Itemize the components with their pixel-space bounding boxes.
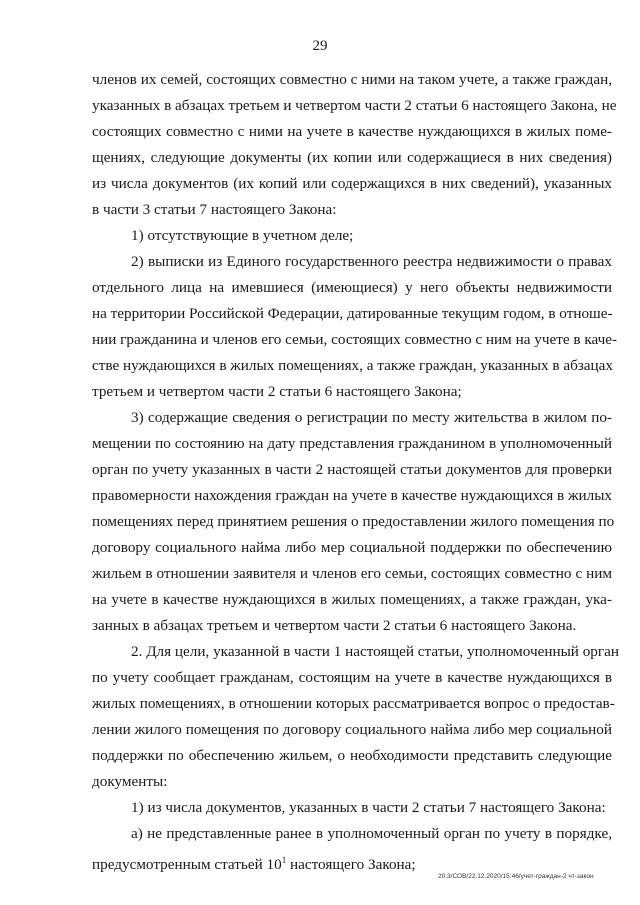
text-line: помещениях перед принятием решения о предоставлении жилого помещения по (92, 513, 615, 530)
text-segment: предусмотренным статьей 10 (92, 856, 282, 873)
text-line (92, 850, 612, 875)
text-line: лении жилого помещения по договору социального найма либо мер социальной (92, 721, 612, 738)
text-line: орган по учету указанных в части 2 настоящей статьи документов для проверки (92, 461, 612, 478)
text-line: 3) содержащие сведения о регистрации по месту жительства в жилом по- (131, 409, 612, 426)
text-line: членов их семей, состоящих совместно с ними на таком учете, а также граждан, (92, 71, 612, 88)
text-line: поддержки по обеспечению жильем, о необходимости представить следующие (92, 747, 612, 764)
text-line: по учету сообщает гражданам, состоящим на учете в качестве нуждающихся в (92, 669, 612, 686)
superscript: 1 (281, 855, 287, 865)
text-line: состоящих совместно с ними на учете в качестве нуждающихся в жилых поме- (92, 123, 612, 140)
text-line: жильем в отношении заявителя и членов его семьи, состоящих совместно с ним (92, 565, 612, 582)
text-line: указанных в абзацах третьем и четвертом части 2 статьи 6 настоящего Закона, не (92, 97, 617, 114)
text-line: 1) отсутствующие в учетном деле; (131, 227, 354, 244)
text-line: правомерности нахождения граждан на учете в качестве нуждающихся в жилых (92, 487, 612, 504)
text-line: стве нуждающихся в жилых помещениях, а также граждан, указанных в абзацах (92, 357, 614, 374)
text-line: щениях, следующие документы (их копии или содержащиеся в них сведения) (92, 149, 612, 166)
text-line: третьем и четвертом части 2 статьи 6 настоящего Закона; (92, 383, 462, 400)
text-line: из числа документов (их копий или содержащихся в них сведений), указанных (92, 175, 612, 192)
page-number: 29 (312, 38, 328, 54)
footer-document-code: 20.3/СОВ/22.12.2020/15:46/учет-граждан-2 чт-закон (438, 873, 594, 880)
text-line: отдельного лица на имевшиеся (имеющиеся) у него объекты недвижимости (92, 279, 612, 296)
text-line: договору социального найма либо мер социальной поддержки по обеспечению (92, 539, 612, 556)
text-line: нии гражданина и членов его семьи, состоящих совместно с ним на учете в каче- (92, 331, 618, 348)
text-segment: настоящего Закона; (286, 856, 416, 873)
text-line: в части 3 статьи 7 настоящего Закона: (92, 201, 337, 218)
text-line: на учете в качестве нуждающихся в жилых помещениях, а также граждан, ука- (92, 591, 612, 608)
text-line: 1) из числа документов, указанных в части 2 статьи 7 настоящего Закона: (131, 799, 606, 816)
text-line: документы: (92, 773, 168, 790)
text-line: жилых помещениях, в отношении которых рассматривается вопрос о предостав- (92, 695, 615, 712)
text-line: 2) выписки из Единого государственного реестра недвижимости о правах (131, 253, 612, 270)
text-line: мещении по состоянию на дату представления гражданином в уполномоченный (92, 435, 612, 452)
text-line: занных в абзацах третьем и четвертом части 2 статьи 6 настоящего Закона. (92, 617, 577, 634)
text-line: 2. Для цели, указанной в части 1 настоящей статьи, уполномоченный орган (131, 643, 619, 660)
text-line: на территории Российской Федерации, датированные текущим годом, в отноше- (92, 305, 613, 322)
text-line: а) не представленные ранее в уполномоченный орган по учету в порядке, (131, 825, 612, 842)
